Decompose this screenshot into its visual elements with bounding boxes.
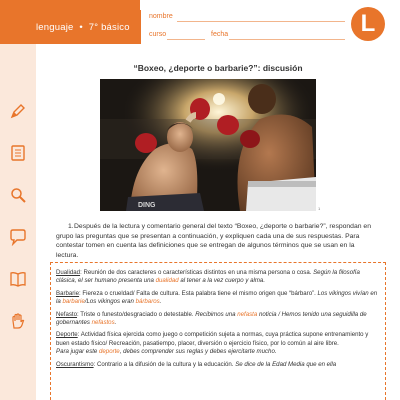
definition-oscurantismo: Oscurantismo: Contrario a la difusión de la cultura y la educación. Se dice de la Edad Media que en ella (56, 360, 337, 368)
instruction-paragraph (56, 222, 376, 260)
book-icon (9, 270, 27, 288)
curso-field[interactable] (167, 39, 205, 40)
subject-badge: L (351, 7, 385, 41)
svg-text:DING: DING (138, 202, 156, 209)
fecha-field[interactable] (229, 39, 345, 40)
boxing-photo-illustration (100, 79, 316, 211)
nombre-field[interactable] (177, 21, 345, 22)
worksheet-header (0, 0, 400, 44)
hand-icon (9, 312, 27, 330)
definition-dualidad: Dualidad: Reunión de dos caracteres o características distintos en una misma persona o cosa. Según la filosofía clásica, el ser humano presenta una dualidad al tener a la vez cuerpo y alma. (56, 269, 360, 285)
speech-bubble-icon (9, 228, 27, 246)
nombre-label: nombre (149, 13, 173, 20)
definition-barbarie: Barbarie: Fiereza o crueldad/ Falta de cultura. Esta palabra tiene el mismo origen que “bárbaro”. Los vikingos vivían en la barbarie/Los vikingos eran bárbaros. (56, 289, 378, 306)
definition-deporte: Deporte: Actividad física ejercida como juego o competición sujeta a normas, cuya práctica supone entrenamiento y buen estado físico/ Recreación, pasatiempo, placer, diversión o ejercicio físico, por lo común al aire libre. Para jugar este deporte, debes comprender sus reglas y debes ejercitarte mucho. (56, 331, 369, 356)
notebook-icon (9, 144, 27, 162)
instruction-number: 1. (68, 223, 74, 230)
pencil-icon (9, 102, 27, 120)
student-info-fields (140, 10, 350, 44)
magnifier-icon (9, 186, 27, 204)
boxing-photo (100, 79, 316, 211)
page-title: “Boxeo, ¿deporte o barbarie?”: discusión (133, 63, 303, 73)
fecha-label: fecha (211, 31, 229, 38)
sidebar (0, 44, 36, 400)
subject-label: lenguaje • 7° básico (36, 22, 130, 33)
subject-band (0, 0, 140, 44)
definitions-box (50, 262, 386, 400)
definition-nefasto: Nefasto: Triste o funesto/desgraciado o detestable. Recibimos una nefasta noticia / Hemos tenido una seguidilla de gobernantes nefastos. (56, 310, 367, 327)
instruction-text: Después de la lectura y comentario general del texto “Boxeo, ¿deporte o barbarie?”, respondan en grupo las preguntas que se presentan a continuación, y expliquen cada una de sus respuestas. Para contestar tomen en cuenta las definiciones que se entregan de algunos términos que se usan en la lectura. (56, 223, 371, 259)
photo-footnote: 1 (318, 206, 321, 211)
curso-label: curso (149, 31, 167, 38)
